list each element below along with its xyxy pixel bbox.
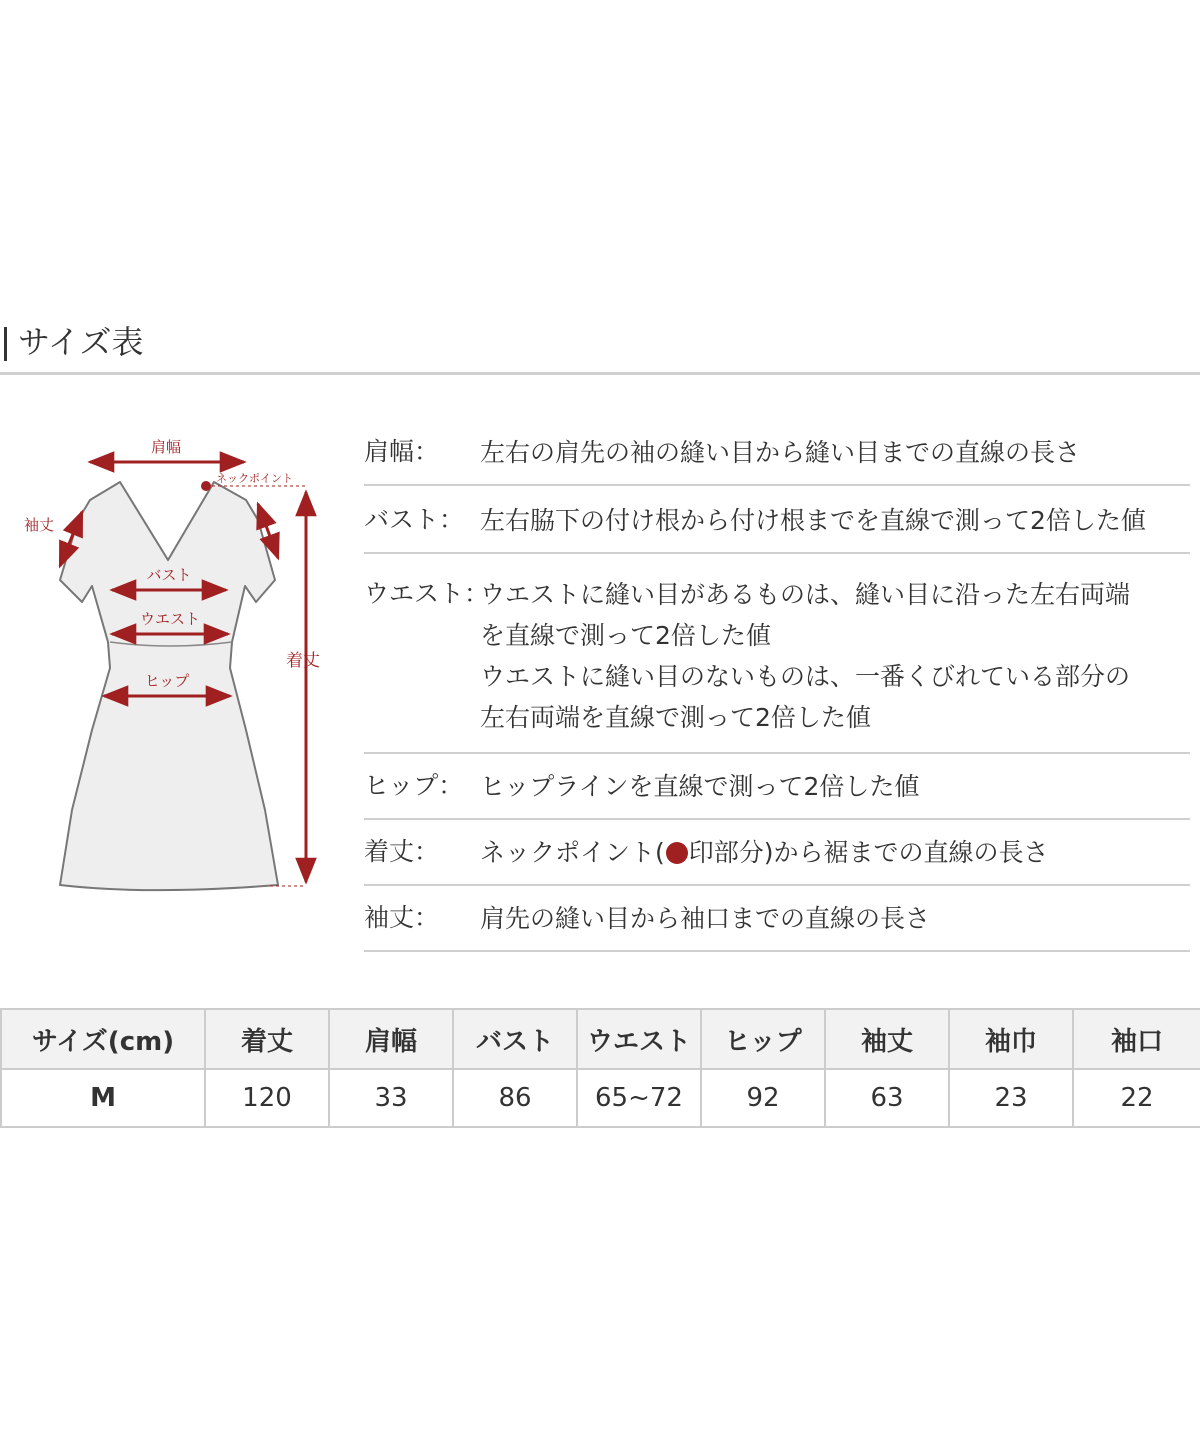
table-cell: 33 — [329, 1069, 453, 1127]
table-header-cell: 袖巾 — [949, 1009, 1073, 1069]
table-cell: 63 — [825, 1069, 949, 1127]
table-cell: 65~72 — [577, 1069, 701, 1127]
def-desc-waist-line: ウエストに縫い目のないものは、一番くびれている部分の — [480, 662, 1131, 691]
label-neckpoint: ネックポイント — [216, 472, 293, 485]
page-title: サイズ表 — [18, 323, 144, 361]
def-desc-hip: ヒップラインを直線で測って2倍した値 — [480, 772, 920, 801]
label-sleeve: 袖丈 — [24, 516, 55, 534]
def-row-length — [364, 820, 1190, 886]
def-term-sleeve: 袖丈： — [364, 903, 440, 932]
def-desc-waist-line: を直線で測って2倍した値 — [480, 621, 771, 650]
table-header-cell: 袖丈 — [825, 1009, 949, 1069]
size-table — [0, 1008, 1200, 1128]
garment-diagram-svg — [0, 420, 340, 900]
def-term-waist: ウエスト： — [364, 579, 490, 608]
def-desc-waist-line: 左右両端を直線で測って2倍した値 — [480, 703, 871, 732]
table-header-cell: ウエスト — [577, 1009, 701, 1069]
def-desc-bust: 左右脇下の付け根から付け根までを直線で測って2倍した値 — [480, 506, 1146, 535]
def-desc-waist — [480, 574, 1190, 738]
table-cell-size: M — [1, 1069, 205, 1127]
garment-diagram — [0, 420, 340, 900]
def-row-hip — [364, 754, 1190, 820]
table-row — [1, 1069, 1200, 1127]
label-waist: ウエスト — [139, 610, 201, 628]
red-dot-icon — [666, 842, 688, 864]
label-hip: ヒップ — [144, 672, 190, 690]
section-header — [0, 318, 1200, 376]
label-bust: バスト — [146, 566, 192, 584]
table-header-cell: 肩幅 — [329, 1009, 453, 1069]
def-row-waist — [364, 554, 1190, 754]
table-header-cell: バスト — [453, 1009, 577, 1069]
title-divider — [0, 372, 1200, 375]
label-length: 着丈 — [286, 651, 320, 671]
table-header-cell: ヒップ — [701, 1009, 825, 1069]
table-header-cell: 着丈 — [205, 1009, 329, 1069]
def-term-bust: バスト： — [364, 505, 465, 534]
def-row-shoulder — [364, 420, 1190, 486]
table-header-row — [1, 1009, 1200, 1069]
table-header-cell: サイズ(cm) — [1, 1009, 205, 1069]
table-header-cell: 袖口 — [1073, 1009, 1200, 1069]
table-cell: 92 — [701, 1069, 825, 1127]
neck-point-marker — [201, 481, 211, 491]
def-row-bust — [364, 486, 1190, 554]
table-cell: 120 — [205, 1069, 329, 1127]
def-desc-waist-line: ウエストに縫い目があるものは、縫い目に沿った左右両端 — [480, 580, 1131, 609]
def-term-length: 着丈： — [364, 837, 440, 866]
def-desc-length-before: ネックポイント( — [480, 838, 665, 867]
table-cell: 23 — [949, 1069, 1073, 1127]
def-term-shoulder: 肩幅： — [364, 437, 440, 466]
def-row-sleeve — [364, 886, 1190, 952]
def-desc-sleeve: 肩先の縫い目から袖口までの直線の長さ — [480, 904, 931, 933]
def-desc-length — [480, 832, 1190, 873]
table-cell: 22 — [1073, 1069, 1200, 1127]
title-accent-bar — [4, 327, 7, 361]
def-term-hip: ヒップ： — [364, 771, 464, 800]
measurement-definitions — [364, 420, 1190, 952]
table-cell: 86 — [453, 1069, 577, 1127]
def-desc-length-after: 印部分)から裾までの直線の長さ — [688, 838, 1049, 867]
def-desc-shoulder: 左右の肩先の袖の縫い目から縫い目までの直線の長さ — [480, 438, 1081, 467]
label-shoulder: 肩幅 — [150, 438, 182, 456]
